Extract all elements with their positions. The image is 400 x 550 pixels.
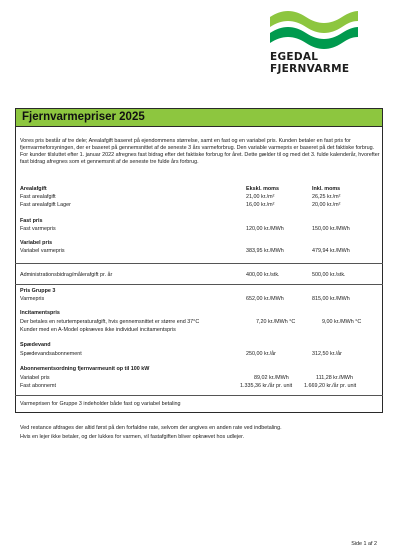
intro-paragraph-1: Vores pris består af tre dele; Arealafgift baseret på ejendommens størrelse, samt en fast og en variabel pris. Kunden betaler en fast pris for fjernvarmeforsyningen, der er baseret på gennemsnittet af de seneste 3 års varmeforbrug. Den variable varmepris er baseret på det faktiske forbrug.	[20, 138, 375, 152]
price-excl: 21,00 kr./m²	[246, 194, 275, 200]
row-label: Administrationsbidrag/målerafgift pr. år	[20, 272, 113, 278]
price-excl: 383,95 kr./MWh	[246, 248, 284, 254]
table-row	[20, 382, 378, 390]
logo-line-2: FJERNVARME	[270, 63, 350, 75]
price-excl: 1.335,36 kr./år pr. unit	[240, 383, 293, 389]
footer-notes	[20, 424, 380, 441]
table-row	[20, 400, 378, 408]
price-excl: 250,00 kr./år	[246, 351, 276, 357]
section-heading	[20, 341, 378, 349]
divider	[15, 284, 383, 285]
row-label: Fast varmepris	[20, 226, 56, 232]
logo-line-1: EGEDAL	[270, 51, 319, 63]
table-row	[20, 247, 378, 255]
table-row	[20, 201, 378, 209]
section-incitamentspris: Incitamentspris	[20, 310, 60, 316]
divider	[15, 263, 383, 264]
price-incl: 815,00 kr./MWh	[312, 296, 350, 302]
price-incl: 26,25 kr./m²	[312, 194, 341, 200]
divider	[15, 395, 383, 396]
row-label: Spædevandsabonnement	[20, 351, 82, 357]
row-note: Varmeprisen for Gruppe 3 indeholder både fast og variabel betaling	[20, 401, 181, 407]
section-heading	[20, 309, 378, 317]
footer-note-1: Ved restance afdrages der altid først på den forfaldne rate, selvom der angives en anden rate ved indbetaling.	[20, 425, 282, 431]
section-pris-gruppe-3: Pris Gruppe 3	[20, 288, 56, 294]
col-header-excl: Ekskl. moms	[246, 186, 279, 192]
row-label: Fast abonnemt	[20, 383, 56, 389]
row-label: Varmepris	[20, 296, 45, 302]
price-incl: 111,28 kr./MWh	[316, 375, 353, 381]
section-spaedevand: Spædevand	[20, 342, 51, 348]
section-heading	[20, 287, 378, 295]
page-number: Side 1 af 2	[351, 541, 377, 547]
section-abonnementsordning: Abonnementsordning fjernvarmeunit op til 100 kW	[20, 366, 150, 372]
price-incl: 1.669,20 kr./år pr. unit	[304, 383, 357, 389]
row-label: Variabel pris	[20, 375, 50, 381]
price-excl: 16,00 kr./m²	[246, 202, 275, 208]
price-excl: 7,20 kr./MWh °C	[256, 319, 296, 325]
price-excl: 89,02 kr./MWh	[254, 375, 289, 381]
price-incl: 500,00 kr./stk.	[312, 272, 346, 278]
table-row	[20, 225, 378, 233]
row-label: Fast arealafgift	[20, 194, 56, 200]
company-logo	[268, 9, 378, 75]
logo-waves-icon	[268, 9, 360, 49]
table-row	[20, 193, 378, 201]
table-row	[20, 295, 378, 303]
section-fast-pris: Fast pris	[20, 218, 43, 224]
price-incl: 20,00 kr./m²	[312, 202, 341, 208]
price-excl: 120,00 kr./MWh	[246, 226, 284, 232]
price-incl: 312,50 kr./år	[312, 351, 342, 357]
intro-text	[20, 138, 380, 166]
table-row	[20, 271, 378, 279]
row-label: Der betales en returtemperaturafgift, hvis gennemsnittet er større end 37°C	[20, 319, 200, 325]
price-incl: 9,00 kr./MWh °C	[322, 319, 362, 325]
intro-paragraph-2: For kunder tilsluttet efter 1. januar 2022 afregnes fast bidrag efter det faktiske forbrug for året. Dette gælder til og med det 3. fulde kalenderår, hvorefter fast bidrag afregnes som et gennemsnit af de seneste tre fulde års forbrug.	[20, 152, 380, 166]
price-incl: 150,00 kr./MWh	[312, 226, 350, 232]
table-row	[20, 326, 378, 334]
table-row	[20, 374, 378, 382]
page-title: Fjernvarmepriser 2025	[15, 108, 383, 127]
row-note: Kunder med en A-Model opkræves ikke individuel incitamentspris	[20, 327, 176, 333]
section-variabel-pris: Variabel pris	[20, 240, 53, 246]
section-heading	[20, 239, 378, 247]
row-label: Fast arealafgift Lager	[20, 202, 71, 208]
section-heading	[20, 217, 378, 225]
row-label: Variabel varmepris	[20, 248, 65, 254]
price-excl: 652,00 kr./MWh	[246, 296, 284, 302]
section-arealafgift: Arealafgift	[20, 186, 47, 192]
price-incl: 479,94 kr./MWh	[312, 248, 350, 254]
table-row	[20, 350, 378, 358]
table-header	[20, 185, 378, 193]
section-heading	[20, 365, 378, 373]
col-header-incl: Inkl. moms	[312, 186, 341, 192]
footer-note-2: Hvis en lejer ikke betaler, og der lukkes for varmen, vil fastafgiften bliver opkrævet hos udlejer.	[20, 433, 245, 440]
price-excl: 400,00 kr./stk.	[246, 272, 280, 278]
table-row	[20, 318, 378, 326]
